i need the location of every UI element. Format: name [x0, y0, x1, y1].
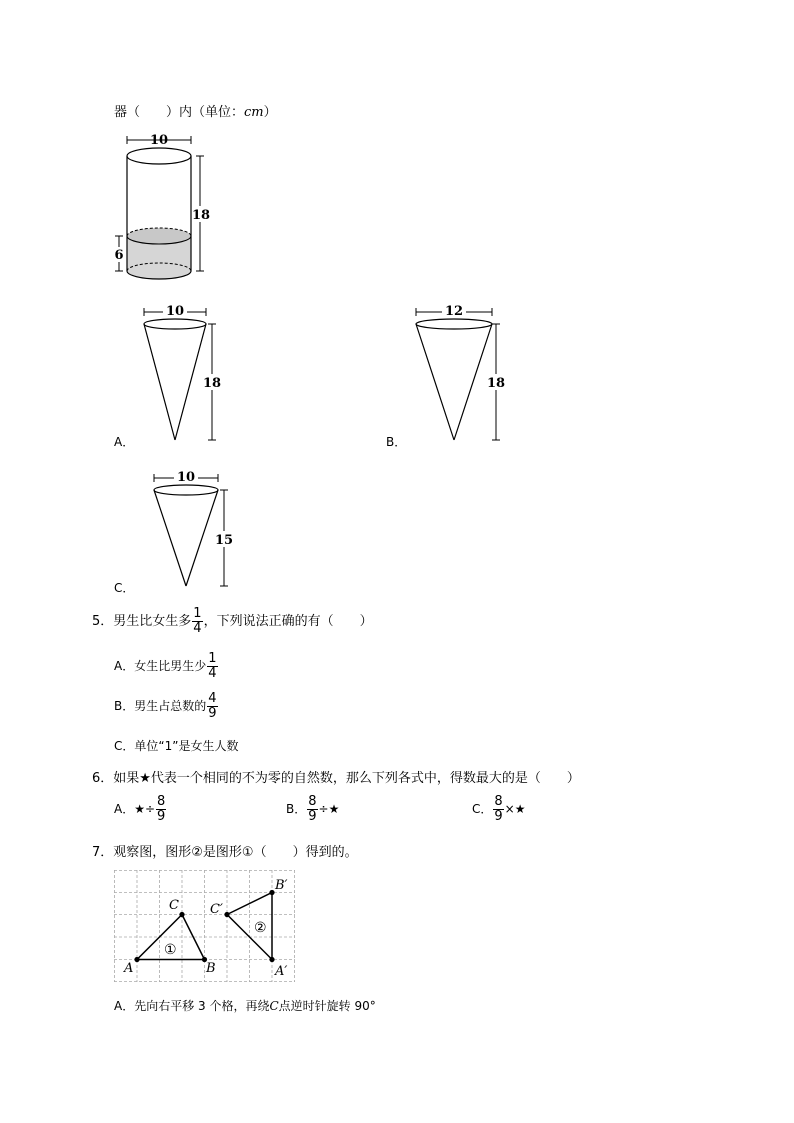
q6-option-b-den: 9 [308, 809, 317, 824]
label-B: B [206, 961, 216, 976]
q5-option-c[interactable] [114, 737, 238, 754]
label-B-prime: B′ [275, 878, 288, 893]
q5-option-b-num: 4 [208, 691, 217, 706]
cone-a-diameter-label: 10 [165, 304, 185, 319]
q6-option-c-post: ×★ [504, 802, 526, 816]
q6-option-a-den: 9 [157, 809, 166, 824]
q5-option-a-text: A．女生比男生少 [114, 659, 207, 673]
shape-1-label: ① [164, 942, 177, 958]
q6-option-b-post: ÷★ [318, 802, 340, 816]
q7-option-a-pre: A．先向右平移 3 个格，再绕 [114, 999, 270, 1013]
q6-option-b-label: B． [286, 802, 307, 816]
cylinder-water-label: 6 [114, 248, 124, 263]
q5-option-c-text: C．单位“1”是女生人数 [114, 739, 239, 753]
grid-lines [114, 870, 295, 982]
q5-option-a-den: 4 [208, 666, 217, 681]
q6-option-a-label: A． [114, 802, 135, 816]
cone-b-diameter-label: 12 [444, 304, 464, 319]
cone-a-figure [136, 300, 226, 445]
q6-option-a-num: 8 [157, 794, 166, 809]
q5-option-b[interactable] [114, 692, 219, 721]
q5-option-a-num: 1 [208, 651, 217, 666]
q5-option-b-text: B．男生占总数的 [114, 699, 207, 713]
q7-option-a-post: 点逆时针旋转 90° [278, 999, 376, 1013]
cone-b-height-label: 18 [486, 376, 506, 391]
cylinder-diameter-label: 10 [149, 133, 169, 148]
cone-c-height-label: 15 [214, 533, 234, 548]
q7-option-a[interactable] [114, 997, 376, 1014]
q6-option-a-fraction [156, 795, 166, 824]
cylinder-figure [108, 130, 218, 286]
cone-c-diameter-label: 10 [176, 470, 196, 485]
q6-option-c-fraction [493, 795, 503, 824]
q5-stem-post: ，下列说法正确的有（ ） [203, 614, 373, 629]
q4-continuation [114, 101, 277, 120]
q6-option-b-num: 8 [308, 794, 317, 809]
q5-stem-fraction [192, 607, 202, 636]
cone-c-figure [146, 466, 241, 592]
q5-stem-den: 4 [193, 621, 202, 636]
cylinder-height-label: 18 [191, 208, 211, 223]
q6-option-c[interactable] [472, 795, 525, 824]
q5-option-b-den: 9 [208, 706, 217, 721]
q6-option-c-label: C． [472, 802, 493, 816]
q5-stem-pre: 5．男生比女生多 [92, 614, 192, 629]
q7-grid-figure [114, 868, 298, 984]
option-c-label: C． [114, 581, 135, 595]
cone-a-height-label: 18 [202, 376, 222, 391]
option-a-label: A． [114, 435, 135, 449]
q5-option-b-fraction [207, 692, 217, 721]
q6-option-b-fraction [307, 795, 317, 824]
label-A-prime: A′ [275, 964, 288, 979]
q6-option-a[interactable] [114, 795, 167, 824]
option-b-label: B． [386, 435, 407, 449]
q4-close: ） [263, 105, 277, 120]
q7-stem: 7．观察图，图形②是图形①（ ）得到的。 [92, 845, 358, 860]
q4-unit: cm [244, 105, 264, 120]
q5-stem-num: 1 [193, 606, 202, 621]
q6-option-c-den: 9 [494, 809, 503, 824]
q6-stem: 6．如果★代表一个相同的不为零的自然数，那么下列各式中，得数最大的是（ ） [92, 771, 580, 786]
q5-stem [92, 607, 373, 636]
q5-option-a[interactable] [114, 652, 219, 681]
q7-option-a-point: C [269, 999, 279, 1013]
q6-option-a-pre: ★÷ [134, 802, 156, 816]
label-C-prime: C′ [210, 902, 223, 917]
label-A: A [124, 961, 134, 976]
q4-continuation-text: 器（ ）内（单位： [114, 105, 245, 120]
shape-2-label: ② [254, 920, 267, 936]
q6-option-c-num: 8 [494, 794, 503, 809]
q6-option-b[interactable] [286, 795, 339, 824]
label-C: C [169, 898, 179, 913]
cone-b-figure [408, 300, 508, 445]
q5-option-a-fraction [207, 652, 217, 681]
